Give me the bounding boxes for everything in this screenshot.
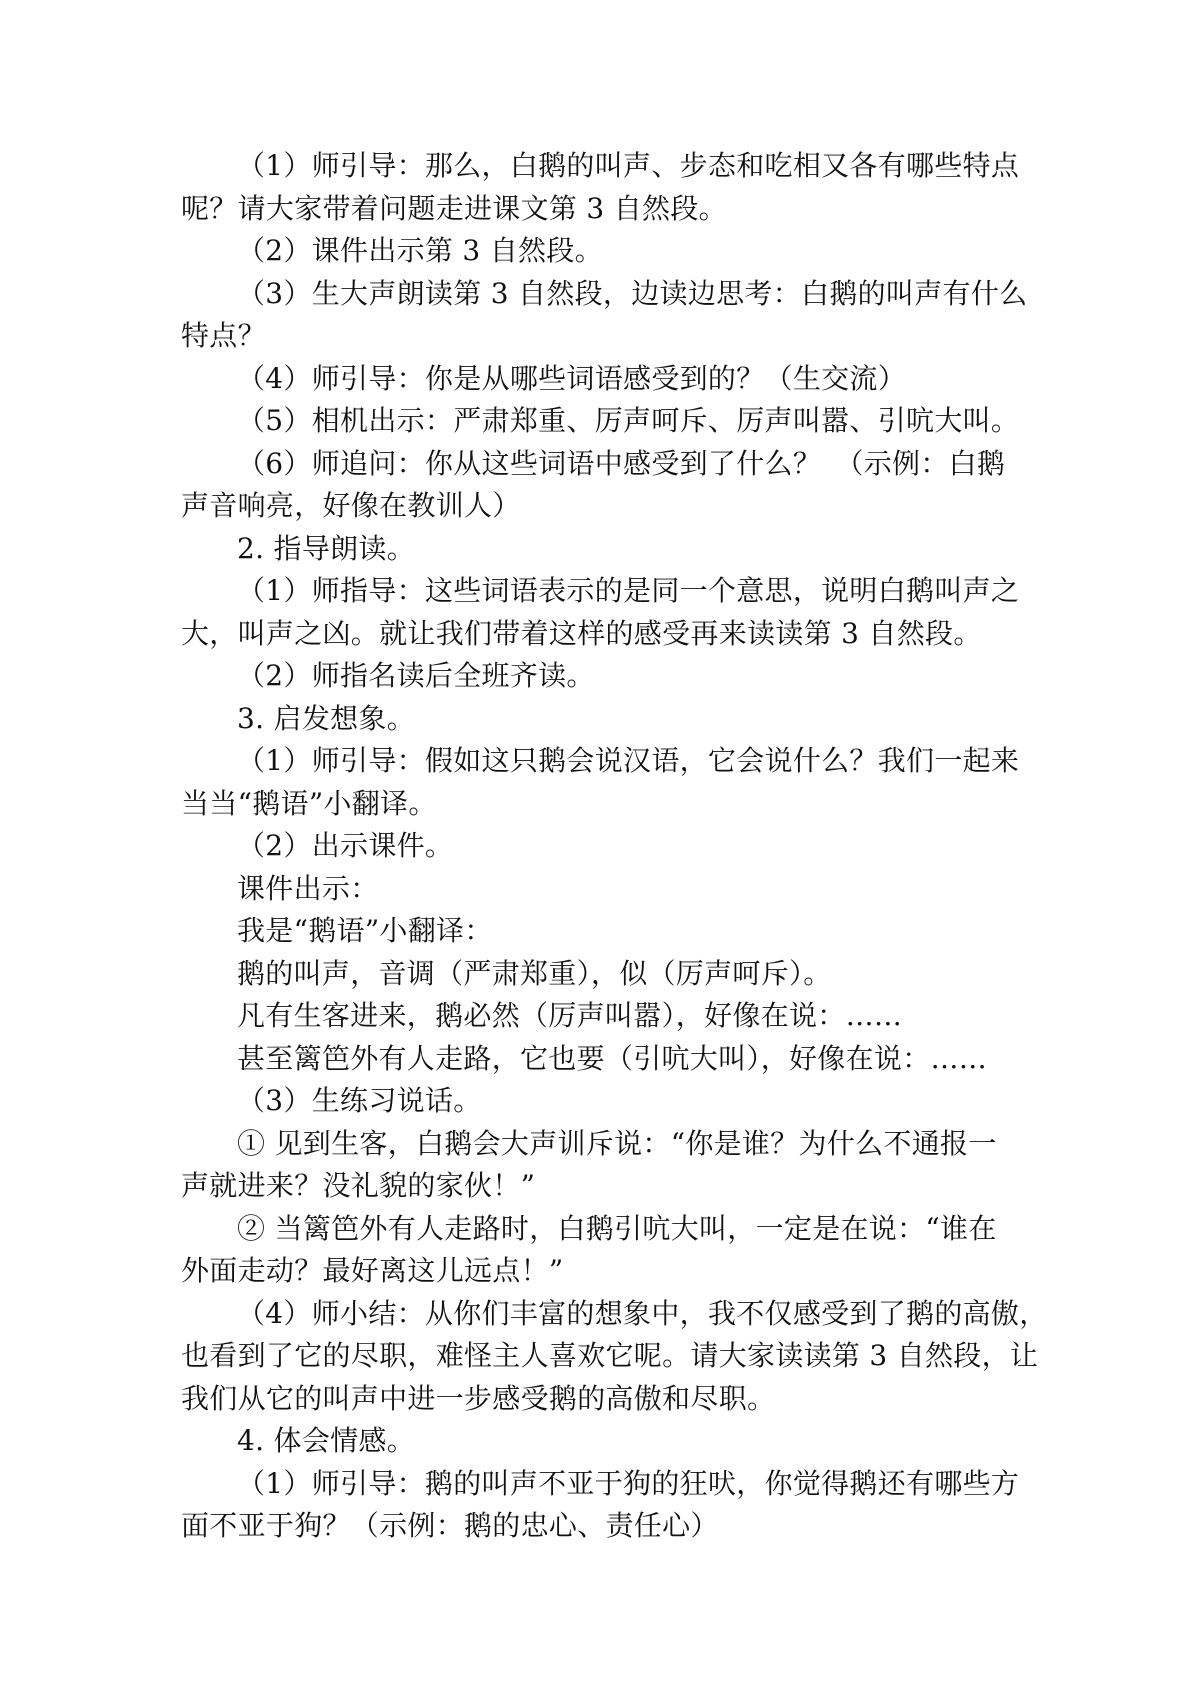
text-line: 面不亚于狗？（示例：鹅的忠心、责任心） — [181, 1509, 719, 1542]
text-line: ② 当篱笆外有人走路时，白鹅引吭大叫，一定是在说：“谁在 — [237, 1211, 997, 1245]
text-line: 当当“鹅语”小翻译。 — [181, 786, 437, 820]
text-line: ① 见到生客，白鹅会大声训斥说：“你是谁？为什么不通报一 — [237, 1126, 997, 1160]
text-line: 外面走动？最好离这儿远点！” — [181, 1254, 564, 1287]
text-line: （3）生大声朗读第 3 自然段，边读边思考：白鹅的叫声有什么 — [237, 276, 1028, 310]
courseware-line: 凡有生客进来，鹅必然（厉声叫嚣），好像在说：…… — [237, 999, 903, 1032]
text-line: 特点？ — [181, 319, 266, 352]
text-line: 我们从它的叫声中进一步感受鹅的高傲和尽职。 — [181, 1381, 776, 1415]
text-line: 也看到了它的尽职，难怪主人喜欢它呢。请大家读读第 3 自然段，让 — [181, 1339, 1039, 1372]
text-line: （1）师引导：假如这只鹅会说汉语，它会说什么？我们一起来 — [237, 744, 1020, 777]
section-heading: 4. 体会情感。 — [237, 1424, 416, 1457]
text-line: 呢？请大家带着问题走进课文第 3 自然段。 — [181, 191, 727, 225]
text-line: 声音响亮，好像在教训人） — [181, 489, 521, 522]
text-line: （4）师小结：从你们丰富的想象中，我不仅感受到了鹅的高傲， — [237, 1296, 1048, 1330]
courseware-line: 课件出示： — [237, 871, 379, 905]
lesson-text — [181, 145, 1048, 1548]
text-line: （1）师引导：鹅的叫声不亚于狗的狂吠，你觉得鹅还有哪些方 — [237, 1466, 1020, 1500]
text-line: （1）师指导：这些词语表示的是同一个意思，说明白鹅叫声之 — [237, 574, 1020, 607]
text-line: （4）师引导：你是从哪些词语感受到的？（生交流） — [237, 361, 907, 395]
section-heading: 3. 启发想象。 — [237, 701, 416, 735]
courseware-line: 甚至篱笆外有人走路，它也要（引吭大叫），好像在说：…… — [237, 1041, 988, 1075]
text-line: 声就进来？没礼貌的家伙！” — [181, 1169, 536, 1202]
text-line: 大，叫声之凶。就让我们带着这样的感受再来读读第 3 自然段。 — [181, 616, 982, 650]
text-line: （2）课件出示第 3 自然段。 — [237, 234, 603, 267]
text-line: （5）相机出示：严肃郑重、厉声呵斥、厉声叫嚣、引吭大叫。 — [237, 404, 1020, 437]
courseware-line: 我是“鹅语”小翻译： — [237, 914, 493, 947]
text-line: （2）师指名读后全班齐读。 — [237, 659, 595, 692]
text-line: （6）师追问：你从这些词语中感受到了什么？ （示例：白鹅 — [237, 446, 1006, 480]
text-line: （2）出示课件。 — [237, 829, 454, 862]
text-line: （1）师引导：那么，白鹅的叫声、步态和吃相又各有哪些特点 — [237, 149, 1020, 182]
courseware-line: 鹅的叫声，音调（严肃郑重），似（厉声呵斥）。 — [237, 956, 832, 990]
text-line: （3）生练习说话。 — [237, 1084, 482, 1117]
section-heading: 2. 指导朗读。 — [237, 531, 416, 565]
